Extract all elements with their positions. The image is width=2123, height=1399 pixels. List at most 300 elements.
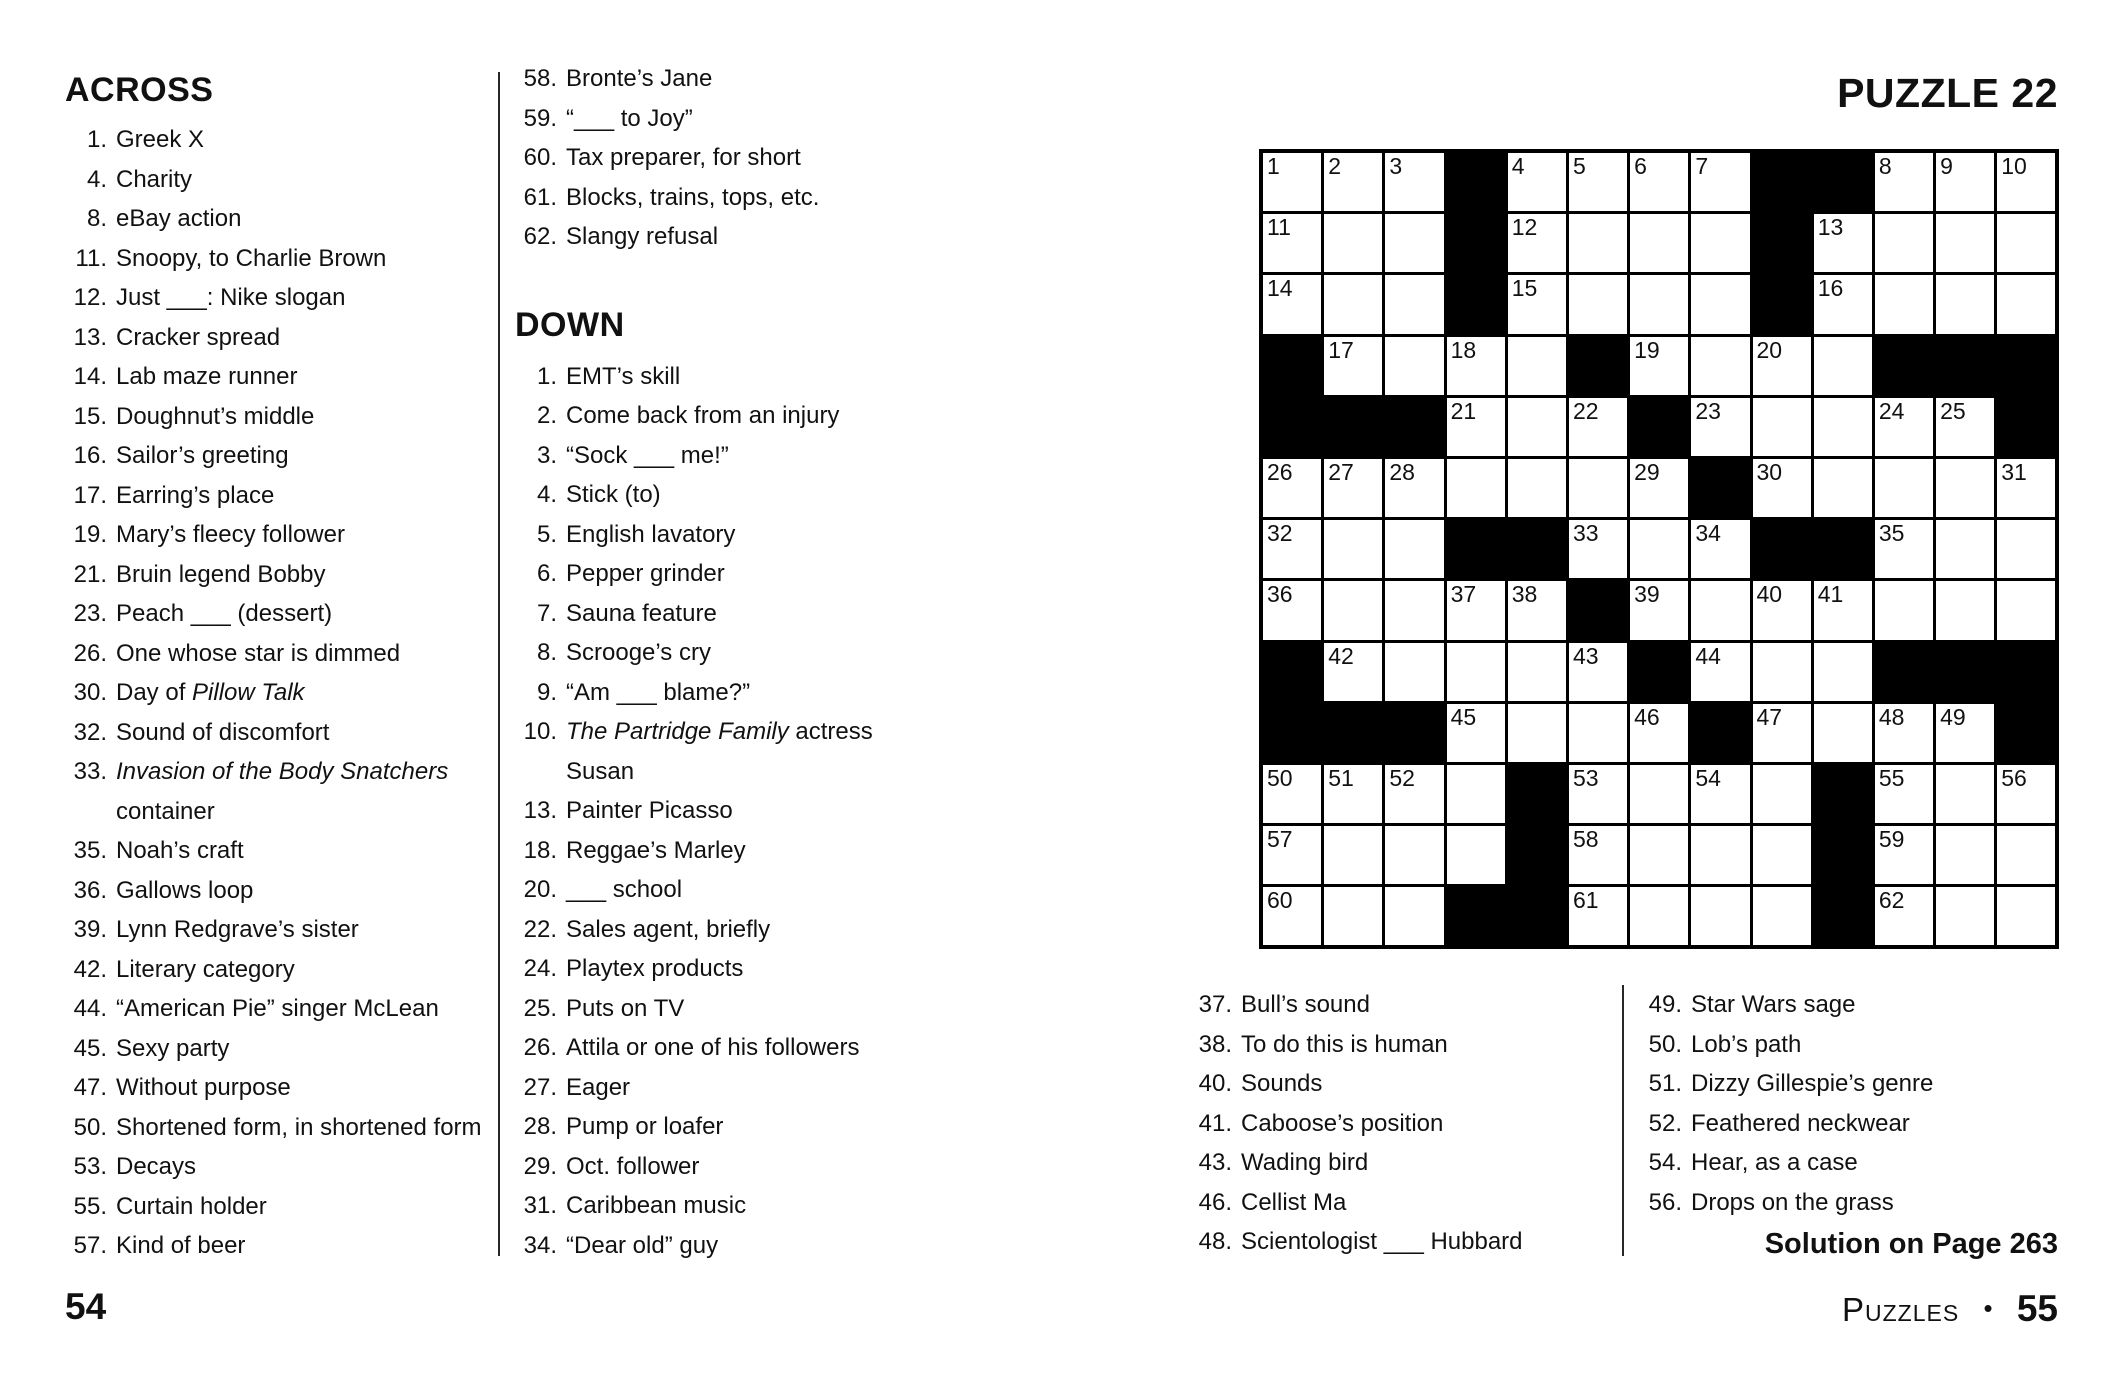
clue-item — [1640, 1183, 2058, 1223]
clue-text: “Dear old” guy — [566, 1231, 719, 1259]
grid-cell[interactable] — [1569, 826, 1627, 884]
grid-cell[interactable] — [1263, 520, 1321, 578]
grid-cell[interactable] — [1997, 887, 2055, 945]
clue-item — [1190, 985, 1618, 1025]
clue-item — [65, 199, 489, 239]
clue-text: Bruin legend Bobby — [116, 560, 326, 588]
clue-number: 8. — [86, 205, 107, 232]
clue-item — [65, 476, 489, 516]
grid-cell[interactable] — [1569, 275, 1627, 333]
cell-number: 16 — [1817, 275, 1844, 302]
grid-cell[interactable] — [1385, 765, 1443, 823]
grid-cell[interactable] — [1385, 214, 1443, 272]
grid-cell[interactable] — [1814, 581, 1872, 639]
grid-cell[interactable] — [1875, 153, 1933, 211]
grid-cell[interactable] — [1691, 520, 1749, 578]
grid-cell[interactable] — [1324, 459, 1382, 517]
grid-cell-black — [1263, 643, 1321, 701]
clue-item — [65, 1108, 489, 1148]
clue-text: Sauna feature — [566, 599, 717, 627]
grid-cell[interactable] — [1385, 826, 1443, 884]
grid-cell-black — [1385, 704, 1443, 762]
clue-item — [65, 673, 489, 713]
grid-cell[interactable] — [1263, 459, 1321, 517]
clue-text: Earring’s place — [116, 481, 275, 509]
grid-cell[interactable] — [1324, 887, 1382, 945]
grid-cell[interactable] — [1875, 826, 1933, 884]
grid-cell[interactable] — [1691, 214, 1749, 272]
grid-cell[interactable] — [1630, 214, 1688, 272]
clue-item — [65, 1147, 489, 1187]
grid-cell[interactable] — [1997, 826, 2055, 884]
down-clue-list-continued — [1190, 985, 1618, 1262]
grid-cell[interactable] — [1691, 826, 1749, 884]
grid-cell[interactable] — [1385, 520, 1443, 578]
grid-cell[interactable] — [1936, 214, 1994, 272]
grid-cell[interactable] — [1875, 581, 1933, 639]
clue-item — [515, 989, 883, 1029]
grid-cell-black — [1814, 826, 1872, 884]
grid-cell-black — [1263, 337, 1321, 395]
clue-text: Shortened form, in shortened form — [116, 1113, 482, 1141]
grid-cell[interactable] — [1691, 275, 1749, 333]
down-clue-column-bottom-right — [1640, 985, 2058, 1261]
cell-number: 42 — [1328, 642, 1354, 669]
cell-number: 51 — [1328, 764, 1354, 791]
clue-item — [515, 1147, 883, 1187]
clue-item — [515, 99, 883, 139]
grid-cell[interactable] — [1936, 765, 1994, 823]
grid-cell[interactable] — [1569, 214, 1627, 272]
grid-cell[interactable] — [1569, 887, 1627, 945]
cell-number: 9 — [1940, 153, 1953, 179]
cell-number: 28 — [1389, 458, 1415, 485]
cell-number: 21 — [1450, 397, 1477, 424]
grid-cell-black — [1263, 704, 1321, 762]
grid-cell[interactable] — [1447, 398, 1505, 456]
grid-cell[interactable] — [1569, 704, 1627, 762]
clue-number: 4. — [536, 481, 557, 508]
cell-number: 49 — [1940, 703, 1966, 730]
clue-item — [515, 178, 883, 218]
grid-cell[interactable] — [1630, 275, 1688, 333]
clue-item — [515, 1226, 883, 1266]
grid-cell[interactable] — [1875, 520, 1933, 578]
cell-number: 57 — [1267, 826, 1293, 853]
clue-item — [65, 357, 489, 397]
clue-text: Wading bird — [1241, 1149, 1369, 1176]
grid-cell[interactable] — [1324, 765, 1382, 823]
clue-number: 50. — [1648, 1030, 1682, 1058]
cell-number: 29 — [1634, 458, 1660, 485]
grid-cell[interactable] — [1569, 643, 1627, 701]
grid-cell-black — [1814, 520, 1872, 578]
clue-number: 24. — [523, 955, 557, 982]
clue-text: Come back from an injury — [566, 402, 840, 429]
clue-item — [515, 949, 883, 989]
grid-cell[interactable] — [1508, 398, 1566, 456]
grid-cell[interactable] — [1263, 581, 1321, 639]
page-number-right — [1842, 1288, 2058, 1330]
cell-number: 4 — [1511, 153, 1525, 179]
grid-cell[interactable] — [1753, 337, 1811, 395]
grid-cell[interactable] — [1814, 337, 1872, 395]
clue-number: 26. — [73, 639, 107, 667]
clue-item — [65, 831, 489, 871]
clue-number: 41. — [1198, 1109, 1232, 1137]
clue-number: 42. — [73, 955, 107, 983]
clue-number: 53. — [73, 1153, 107, 1180]
clue-text: “Sock ___ me!” — [566, 441, 729, 469]
clue-number: 40. — [1198, 1070, 1232, 1097]
clue-text: Playtex products — [566, 955, 744, 982]
grid-cell-black — [1753, 275, 1811, 333]
clue-text: Pump or loafer — [566, 1113, 724, 1140]
grid-cell[interactable] — [1324, 275, 1382, 333]
cell-number: 60 — [1267, 887, 1293, 914]
puzzle-title: PUZZLE 22 — [1837, 70, 2058, 116]
clue-number: 60. — [523, 144, 557, 171]
clue-number: 6. — [536, 560, 557, 587]
grid-cell[interactable] — [1569, 153, 1627, 211]
across-heading: ACROSS — [65, 71, 214, 109]
cell-number: 53 — [1572, 764, 1599, 791]
grid-cell[interactable] — [1753, 398, 1811, 456]
grid-cell[interactable] — [1997, 214, 2055, 272]
clue-item — [65, 436, 489, 476]
clue-number: 55. — [73, 1192, 107, 1220]
clue-number: 1. — [536, 362, 557, 390]
grid-cell[interactable] — [1385, 581, 1443, 639]
clue-text: The Partridge Family actress Susan — [566, 718, 873, 785]
clue-text: Without purpose — [116, 1074, 291, 1101]
cell-number: 24 — [1878, 397, 1905, 424]
grid-cell[interactable] — [1508, 581, 1566, 639]
clue-number: 33. — [73, 758, 107, 785]
clue-item — [515, 910, 883, 950]
clue-item — [1190, 1222, 1618, 1262]
grid-cell[interactable] — [1324, 337, 1382, 395]
clue-number: 28. — [523, 1113, 557, 1140]
clue-number: 17. — [73, 481, 107, 509]
clue-item — [515, 59, 883, 99]
grid-cell[interactable] — [1753, 887, 1811, 945]
grid-cell[interactable] — [1936, 153, 1994, 211]
grid-cell[interactable] — [1753, 704, 1811, 762]
grid-cell-black — [1814, 153, 1872, 211]
cell-number: 50 — [1267, 764, 1293, 791]
clue-text: Blocks, trains, tops, etc. — [566, 183, 820, 211]
clue-item — [65, 318, 489, 358]
grid-cell-black — [1508, 826, 1566, 884]
clue-number: 21. — [73, 560, 107, 588]
clue-number: 58. — [523, 65, 557, 92]
clue-number: 43. — [1198, 1149, 1232, 1176]
clue-number: 32. — [73, 718, 107, 746]
clue-number: 20. — [523, 876, 557, 903]
grid-cell-black — [1447, 153, 1505, 211]
grid-cell[interactable] — [1324, 643, 1382, 701]
grid-cell[interactable] — [1691, 398, 1749, 456]
grid-cell[interactable] — [1875, 214, 1933, 272]
clue-number: 7. — [536, 599, 557, 627]
clue-item — [515, 673, 883, 713]
grid-cell[interactable] — [1508, 275, 1566, 333]
clue-item — [1640, 1025, 2058, 1065]
grid-cell[interactable] — [1385, 643, 1443, 701]
grid-cell[interactable] — [1508, 153, 1566, 211]
clue-text: eBay action — [116, 205, 242, 232]
clue-number: 39. — [73, 916, 107, 943]
clue-item — [515, 870, 883, 910]
grid-cell[interactable] — [1691, 337, 1749, 395]
grid-cell[interactable] — [1936, 275, 1994, 333]
grid-cell[interactable] — [1691, 153, 1749, 211]
clue-text: Lob’s path — [1691, 1030, 1802, 1058]
clue-item — [515, 217, 883, 257]
clue-number: 57. — [73, 1232, 107, 1259]
grid-cell[interactable] — [1630, 826, 1688, 884]
grid-cell[interactable] — [1814, 704, 1872, 762]
grid-cell[interactable] — [1324, 153, 1382, 211]
grid-cell-black — [1569, 581, 1627, 639]
grid-cell[interactable] — [1936, 520, 1994, 578]
cell-number: 19 — [1634, 336, 1660, 363]
down-clue-list-continued-2 — [1640, 985, 2058, 1222]
grid-cell[interactable] — [1324, 581, 1382, 639]
grid-cell[interactable] — [1936, 398, 1994, 456]
clue-item — [515, 594, 883, 634]
grid-cell-black — [1508, 520, 1566, 578]
grid-cell[interactable] — [1875, 459, 1933, 517]
cell-number: 13 — [1817, 214, 1844, 241]
clue-number: 10. — [523, 718, 557, 745]
grid-cell[interactable] — [1753, 765, 1811, 823]
cell-number: 7 — [1695, 153, 1709, 179]
grid-cell[interactable] — [1814, 643, 1872, 701]
grid-cell[interactable] — [1447, 826, 1505, 884]
clue-number: 3. — [536, 441, 557, 469]
clue-text: Oct. follower — [566, 1152, 700, 1180]
grid-cell[interactable] — [1447, 581, 1505, 639]
grid-cell[interactable] — [1936, 581, 1994, 639]
grid-cell[interactable] — [1263, 765, 1321, 823]
grid-cell[interactable] — [1936, 887, 1994, 945]
grid-cell[interactable] — [1691, 765, 1749, 823]
grid-cell-black — [1630, 643, 1688, 701]
grid-cell[interactable] — [1324, 520, 1382, 578]
grid-cell[interactable] — [1753, 643, 1811, 701]
grid-cell[interactable] — [1508, 643, 1566, 701]
grid-cell[interactable] — [1630, 153, 1688, 211]
grid-cell[interactable] — [1936, 704, 1994, 762]
grid-cell[interactable] — [1508, 214, 1566, 272]
clue-text: Sound of discomfort — [116, 718, 330, 746]
cell-number: 12 — [1511, 214, 1538, 241]
clue-number: 56. — [1648, 1188, 1682, 1216]
clue-number: 37. — [1198, 991, 1232, 1018]
grid-cell[interactable] — [1997, 520, 2055, 578]
clue-item — [65, 239, 489, 279]
clue-item — [515, 1107, 883, 1147]
grid-cell-black — [1447, 214, 1505, 272]
cell-number: 5 — [1572, 153, 1586, 179]
grid-cell[interactable] — [1997, 459, 2055, 517]
clue-number: 50. — [73, 1113, 107, 1141]
grid-cell[interactable] — [1569, 398, 1627, 456]
grid-cell[interactable] — [1753, 826, 1811, 884]
grid-cell[interactable] — [1385, 887, 1443, 945]
grid-cell[interactable] — [1691, 581, 1749, 639]
grid-cell[interactable] — [1447, 704, 1505, 762]
grid-cell[interactable] — [1447, 459, 1505, 517]
clue-number: 1. — [86, 126, 107, 153]
grid-cell[interactable] — [1936, 459, 1994, 517]
clue-number: 62. — [523, 223, 557, 250]
clue-item — [515, 554, 883, 594]
cell-number: 61 — [1572, 887, 1599, 914]
clue-number: 12. — [73, 284, 107, 311]
grid-cell[interactable] — [1263, 214, 1321, 272]
grid-cell[interactable] — [1936, 826, 1994, 884]
clue-number: 23. — [73, 600, 107, 627]
clue-item — [65, 278, 489, 318]
cell-number: 46 — [1634, 703, 1660, 730]
grid-cell-black — [1263, 398, 1321, 456]
grid-cell-black — [1691, 459, 1749, 517]
grid-cell[interactable] — [1447, 765, 1505, 823]
down-clue-list — [515, 357, 883, 1266]
clue-number: 31. — [523, 1192, 557, 1219]
grid-cell[interactable] — [1753, 459, 1811, 517]
cell-number: 40 — [1756, 581, 1783, 608]
clue-item — [1640, 985, 2058, 1025]
grid-cell[interactable] — [1385, 153, 1443, 211]
grid-cell[interactable] — [1630, 520, 1688, 578]
grid-cell[interactable] — [1263, 275, 1321, 333]
clue-item — [65, 713, 489, 753]
grid-cell[interactable] — [1508, 704, 1566, 762]
grid-cell[interactable] — [1263, 887, 1321, 945]
cell-number: 33 — [1572, 520, 1599, 547]
grid-cell[interactable] — [1569, 520, 1627, 578]
grid-cell[interactable] — [1997, 275, 2055, 333]
clue-text: Cracker spread — [116, 323, 281, 351]
grid-cell[interactable] — [1263, 826, 1321, 884]
column-divider-left — [498, 72, 500, 1256]
grid-cell[interactable] — [1447, 643, 1505, 701]
clue-item — [65, 910, 489, 950]
cell-number: 58 — [1572, 826, 1599, 853]
clue-text: Attila or one of his followers — [566, 1034, 860, 1061]
clue-number: 5. — [536, 520, 557, 548]
grid-cell[interactable] — [1814, 398, 1872, 456]
clue-text: Tax preparer, for short — [566, 144, 801, 171]
grid-cell-black — [1997, 398, 2055, 456]
clue-text: Sales agent, briefly — [566, 915, 771, 943]
grid-cell[interactable] — [1569, 459, 1627, 517]
grid-cell[interactable] — [1630, 887, 1688, 945]
grid-cell[interactable] — [1630, 704, 1688, 762]
cell-number: 11 — [1267, 214, 1291, 241]
cell-number: 39 — [1634, 581, 1660, 608]
clue-item — [515, 138, 883, 178]
grid-cell[interactable] — [1875, 887, 1933, 945]
clue-text: To do this is human — [1241, 1030, 1448, 1058]
across-clue-column — [65, 70, 489, 1266]
grid-cell[interactable] — [1324, 826, 1382, 884]
clue-text: Feathered neckwear — [1691, 1109, 1910, 1137]
clue-text: Lab maze runner — [116, 363, 298, 390]
grid-cell[interactable] — [1263, 153, 1321, 211]
clue-text: Gallows loop — [116, 876, 254, 904]
grid-cell-black — [1997, 704, 2055, 762]
cell-number: 44 — [1695, 642, 1721, 669]
clue-text: Sexy party — [116, 1034, 230, 1062]
cell-number: 1 — [1267, 153, 1280, 179]
clue-text: Cellist Ma — [1241, 1188, 1347, 1216]
grid-cell[interactable] — [1814, 214, 1872, 272]
grid-cell[interactable] — [1997, 765, 2055, 823]
cell-number: 18 — [1450, 336, 1477, 363]
grid-cell-black — [1875, 337, 1933, 395]
cell-number: 35 — [1878, 520, 1905, 547]
grid-cell[interactable] — [1875, 275, 1933, 333]
clue-number: 34. — [523, 1231, 557, 1259]
grid-cell[interactable] — [1875, 704, 1933, 762]
clue-text: Bull’s sound — [1241, 991, 1370, 1018]
clue-text: Literary category — [116, 955, 295, 983]
grid-cell[interactable] — [1447, 337, 1505, 395]
grid-cell[interactable] — [1630, 337, 1688, 395]
grid-cell[interactable] — [1630, 581, 1688, 639]
grid-cell[interactable] — [1385, 275, 1443, 333]
clue-text: Puts on TV — [566, 994, 685, 1022]
clue-number: 59. — [523, 104, 557, 132]
clue-item — [1640, 1143, 2058, 1183]
grid-cell[interactable] — [1753, 581, 1811, 639]
cell-number: 6 — [1634, 153, 1647, 179]
grid-cell[interactable] — [1385, 337, 1443, 395]
clue-number: 2. — [536, 402, 557, 429]
grid-cell[interactable] — [1508, 459, 1566, 517]
grid-cell[interactable] — [1814, 275, 1872, 333]
clue-text: Dizzy Gillespie’s genre — [1691, 1070, 1934, 1097]
grid-cell-black — [1936, 643, 1994, 701]
grid-cell[interactable] — [1997, 153, 2055, 211]
grid-cell[interactable] — [1691, 887, 1749, 945]
grid-cell[interactable] — [1385, 459, 1443, 517]
cell-number: 62 — [1878, 887, 1905, 914]
grid-cell[interactable] — [1630, 459, 1688, 517]
grid-cell[interactable] — [1324, 214, 1382, 272]
grid-cell[interactable] — [1569, 765, 1627, 823]
clue-text: Peach ___ (dessert) — [116, 600, 333, 627]
grid-cell[interactable] — [1691, 643, 1749, 701]
grid-cell[interactable] — [1814, 459, 1872, 517]
across-clue-list-continued — [515, 59, 883, 257]
grid-cell[interactable] — [1997, 581, 2055, 639]
grid-cell[interactable] — [1875, 398, 1933, 456]
clue-number: 48. — [1198, 1228, 1232, 1255]
cell-number: 8 — [1878, 153, 1892, 179]
clue-number: 13. — [523, 797, 557, 824]
cell-number: 37 — [1450, 581, 1477, 608]
grid-cell[interactable] — [1508, 337, 1566, 395]
grid-cell[interactable] — [1630, 765, 1688, 823]
clue-item — [65, 634, 489, 674]
grid-cell[interactable] — [1875, 765, 1933, 823]
